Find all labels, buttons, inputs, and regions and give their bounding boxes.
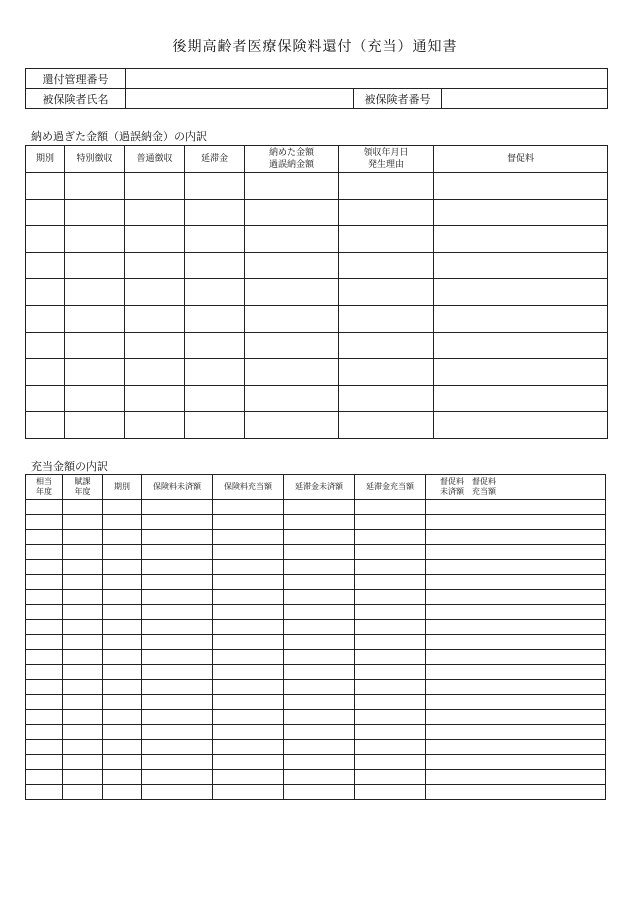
allocation-cell[interactable] — [213, 545, 284, 560]
allocation-cell[interactable] — [142, 740, 213, 755]
allocation-cell[interactable] — [103, 545, 142, 560]
insured-number-label: 被保険者番号 — [354, 89, 442, 109]
insured-name-field[interactable] — [126, 89, 354, 109]
allocation-section-label: 充当金額の内訳 — [31, 460, 108, 473]
allocation-cell[interactable] — [26, 500, 63, 515]
overpayment-cell[interactable] — [26, 279, 65, 306]
allocation-row — [26, 770, 606, 785]
allocation-cell[interactable] — [26, 770, 63, 785]
allocation-column-header: 延滞金充当額 — [355, 475, 426, 500]
allocation-cell[interactable] — [103, 770, 142, 785]
allocation-cell[interactable] — [284, 755, 355, 770]
allocation-cell[interactable] — [213, 620, 284, 635]
allocation-cell[interactable] — [103, 515, 142, 530]
overpayment-cell[interactable] — [339, 332, 434, 359]
allocation-cell[interactable] — [63, 545, 103, 560]
allocation-cell[interactable] — [26, 725, 63, 740]
allocation-cell[interactable] — [284, 680, 355, 695]
allocation-cell[interactable] — [213, 500, 284, 515]
overpayment-cell[interactable] — [434, 199, 608, 226]
overpayment-cell[interactable] — [185, 252, 245, 279]
allocation-row — [26, 515, 606, 530]
allocation-cell[interactable] — [26, 680, 63, 695]
overpayment-cell[interactable] — [339, 173, 434, 200]
overpayment-cell[interactable] — [339, 412, 434, 439]
overpayment-row — [26, 199, 608, 226]
allocation-cell[interactable] — [284, 500, 355, 515]
document-title: 後期高齢者医療保険料還付（充当）通知書 — [172, 39, 458, 55]
allocation-cell[interactable] — [103, 500, 142, 515]
allocation-cell[interactable] — [355, 665, 426, 680]
overpayment-cell[interactable] — [26, 305, 65, 332]
allocation-cell[interactable] — [213, 680, 284, 695]
overpayment-cell[interactable] — [65, 199, 125, 226]
allocation-cell[interactable] — [284, 515, 355, 530]
allocation-cell[interactable] — [213, 665, 284, 680]
overpayment-cell[interactable] — [185, 359, 245, 386]
allocation-cell[interactable] — [103, 710, 142, 725]
management-number-label: 還付管理番号 — [26, 69, 126, 89]
overpayment-cell[interactable] — [339, 359, 434, 386]
allocation-cell[interactable] — [26, 695, 63, 710]
allocation-cell[interactable] — [426, 620, 606, 635]
allocation-cell[interactable] — [142, 500, 213, 515]
allocation-cell[interactable] — [284, 620, 355, 635]
overpayment-cell[interactable] — [65, 279, 125, 306]
overpayment-column-header: 延滞金 — [185, 146, 245, 173]
allocation-cell[interactable] — [63, 635, 103, 650]
allocation-cell[interactable] — [284, 740, 355, 755]
allocation-cell[interactable] — [103, 695, 142, 710]
allocation-cell[interactable] — [103, 605, 142, 620]
allocation-cell[interactable] — [63, 740, 103, 755]
allocation-cell[interactable] — [355, 560, 426, 575]
allocation-cell[interactable] — [63, 605, 103, 620]
overpayment-cell[interactable] — [26, 199, 65, 226]
overpayment-cell[interactable] — [339, 385, 434, 412]
overpayment-cell[interactable] — [65, 252, 125, 279]
overpayment-cell[interactable] — [26, 359, 65, 386]
overpayment-cell[interactable] — [434, 385, 608, 412]
allocation-cell[interactable] — [103, 650, 142, 665]
allocation-cell[interactable] — [355, 590, 426, 605]
allocation-cell[interactable] — [426, 770, 606, 785]
overpayment-row — [26, 412, 608, 439]
overpayment-cell[interactable] — [26, 252, 65, 279]
allocation-cell[interactable] — [26, 545, 63, 560]
overpayment-cell[interactable] — [65, 173, 125, 200]
allocation-cell[interactable] — [426, 680, 606, 695]
allocation-cell[interactable] — [142, 680, 213, 695]
allocation-cell[interactable] — [284, 770, 355, 785]
allocation-row — [26, 605, 606, 620]
allocation-cell[interactable] — [355, 680, 426, 695]
allocation-cell[interactable] — [142, 755, 213, 770]
overpayment-cell[interactable] — [65, 385, 125, 412]
overpayment-cell[interactable] — [339, 279, 434, 306]
allocation-cell[interactable] — [213, 695, 284, 710]
overpayment-cell[interactable] — [245, 359, 339, 386]
allocation-cell[interactable] — [213, 650, 284, 665]
allocation-cell[interactable] — [103, 755, 142, 770]
allocation-cell[interactable] — [426, 650, 606, 665]
allocation-cell[interactable] — [26, 665, 63, 680]
overpayment-cell[interactable] — [434, 252, 608, 279]
overpayment-row — [26, 279, 608, 306]
allocation-row — [26, 590, 606, 605]
overpayment-cell[interactable] — [185, 412, 245, 439]
overpayment-cell[interactable] — [434, 332, 608, 359]
overpayment-cell[interactable] — [339, 226, 434, 253]
allocation-cell[interactable] — [63, 530, 103, 545]
overpayment-row — [26, 332, 608, 359]
allocation-cell[interactable] — [26, 635, 63, 650]
allocation-cell[interactable] — [426, 665, 606, 680]
overpayment-cell[interactable] — [245, 226, 339, 253]
allocation-cell[interactable] — [355, 710, 426, 725]
overpayment-cell[interactable] — [125, 332, 185, 359]
allocation-cell[interactable] — [213, 710, 284, 725]
allocation-cell[interactable] — [355, 650, 426, 665]
allocation-cell[interactable] — [284, 530, 355, 545]
insured-number-field[interactable] — [442, 89, 608, 109]
allocation-cell[interactable] — [426, 755, 606, 770]
allocation-row — [26, 545, 606, 560]
allocation-cell[interactable] — [142, 590, 213, 605]
allocation-cell[interactable] — [213, 740, 284, 755]
allocation-row — [26, 740, 606, 755]
overpayment-cell[interactable] — [125, 412, 185, 439]
allocation-cell[interactable] — [284, 590, 355, 605]
allocation-cell[interactable] — [63, 575, 103, 590]
allocation-cell[interactable] — [142, 530, 213, 545]
allocation-cell[interactable] — [284, 605, 355, 620]
overpayment-cell[interactable] — [125, 173, 185, 200]
allocation-cell[interactable] — [426, 560, 606, 575]
allocation-cell[interactable] — [355, 755, 426, 770]
allocation-cell[interactable] — [26, 620, 63, 635]
overpayment-cell[interactable] — [125, 199, 185, 226]
overpayment-header-row — [26, 146, 608, 173]
allocation-row — [26, 785, 606, 800]
allocation-cell[interactable] — [426, 635, 606, 650]
allocation-cell[interactable] — [103, 785, 142, 800]
overpayment-cell[interactable] — [185, 332, 245, 359]
allocation-cell[interactable] — [26, 740, 63, 755]
overpayment-column-header: 督促料 — [434, 146, 608, 173]
overpayment-cell[interactable] — [26, 332, 65, 359]
overpayment-column-header: 領収年月日 発生理由 — [339, 146, 434, 173]
allocation-cell[interactable] — [426, 785, 606, 800]
allocation-cell[interactable] — [284, 545, 355, 560]
allocation-cell[interactable] — [426, 500, 606, 515]
overpayment-table — [25, 145, 608, 439]
allocation-cell[interactable] — [213, 725, 284, 740]
allocation-table — [25, 474, 606, 800]
allocation-cell[interactable] — [284, 710, 355, 725]
allocation-cell[interactable] — [142, 605, 213, 620]
allocation-cell[interactable] — [142, 635, 213, 650]
allocation-cell[interactable] — [63, 590, 103, 605]
overpayment-cell[interactable] — [26, 412, 65, 439]
allocation-cell[interactable] — [103, 635, 142, 650]
allocation-cell[interactable] — [26, 530, 63, 545]
overpayment-row — [26, 385, 608, 412]
overpayment-cell[interactable] — [339, 199, 434, 226]
overpayment-section-label: 納め過ぎた金額（過誤納金）の内訳 — [31, 130, 207, 143]
allocation-cell[interactable] — [426, 590, 606, 605]
allocation-cell[interactable] — [142, 770, 213, 785]
allocation-row — [26, 530, 606, 545]
overpayment-cell[interactable] — [65, 305, 125, 332]
allocation-row — [26, 710, 606, 725]
allocation-cell[interactable] — [355, 695, 426, 710]
allocation-cell[interactable] — [103, 680, 142, 695]
allocation-cell[interactable] — [63, 710, 103, 725]
allocation-column-header: 期別 — [103, 475, 142, 500]
allocation-cell[interactable] — [355, 530, 426, 545]
overpayment-cell[interactable] — [339, 305, 434, 332]
allocation-cell[interactable] — [284, 635, 355, 650]
overpayment-cell[interactable] — [185, 226, 245, 253]
overpayment-cell[interactable] — [245, 252, 339, 279]
allocation-cell[interactable] — [142, 725, 213, 740]
overpayment-cell[interactable] — [65, 412, 125, 439]
allocation-column-header: 賦課 年度 — [63, 475, 103, 500]
overpayment-cell[interactable] — [245, 199, 339, 226]
allocation-row — [26, 500, 606, 515]
allocation-cell[interactable] — [26, 650, 63, 665]
allocation-cell[interactable] — [426, 740, 606, 755]
allocation-cell[interactable] — [63, 620, 103, 635]
allocation-cell[interactable] — [426, 545, 606, 560]
allocation-cell[interactable] — [213, 515, 284, 530]
overpayment-cell[interactable] — [26, 385, 65, 412]
allocation-cell[interactable] — [26, 590, 63, 605]
allocation-cell[interactable] — [213, 605, 284, 620]
allocation-cell[interactable] — [142, 515, 213, 530]
allocation-cell[interactable] — [284, 650, 355, 665]
overpayment-cell[interactable] — [185, 279, 245, 306]
allocation-cell[interactable] — [355, 785, 426, 800]
allocation-cell[interactable] — [63, 650, 103, 665]
allocation-cell[interactable] — [213, 530, 284, 545]
allocation-cell[interactable] — [213, 560, 284, 575]
overpayment-row — [26, 226, 608, 253]
allocation-cell[interactable] — [142, 785, 213, 800]
overpayment-cell[interactable] — [434, 359, 608, 386]
allocation-cell[interactable] — [103, 665, 142, 680]
allocation-cell[interactable] — [426, 695, 606, 710]
allocation-cell[interactable] — [63, 785, 103, 800]
allocation-cell[interactable] — [355, 500, 426, 515]
overpayment-cell[interactable] — [125, 359, 185, 386]
overpayment-cell[interactable] — [434, 173, 608, 200]
overpayment-column-header: 普通徴収 — [125, 146, 185, 173]
allocation-cell[interactable] — [26, 755, 63, 770]
overpayment-cell[interactable] — [65, 226, 125, 253]
allocation-row — [26, 680, 606, 695]
overpayment-column-header: 期別 — [26, 146, 65, 173]
allocation-cell[interactable] — [284, 785, 355, 800]
allocation-cell[interactable] — [426, 710, 606, 725]
overpayment-cell[interactable] — [245, 173, 339, 200]
allocation-row — [26, 575, 606, 590]
allocation-cell[interactable] — [63, 695, 103, 710]
allocation-header-row — [26, 475, 606, 500]
overpayment-cell[interactable] — [434, 412, 608, 439]
allocation-cell[interactable] — [142, 665, 213, 680]
allocation-cell[interactable] — [63, 725, 103, 740]
overpayment-cell[interactable] — [125, 279, 185, 306]
allocation-cell[interactable] — [142, 620, 213, 635]
allocation-cell[interactable] — [26, 515, 63, 530]
allocation-cell[interactable] — [426, 530, 606, 545]
allocation-cell[interactable] — [142, 560, 213, 575]
overpayment-cell[interactable] — [125, 226, 185, 253]
allocation-cell[interactable] — [26, 605, 63, 620]
overpayment-cell[interactable] — [185, 385, 245, 412]
overpayment-cell[interactable] — [26, 226, 65, 253]
overpayment-cell[interactable] — [125, 305, 185, 332]
overpayment-cell[interactable] — [245, 279, 339, 306]
allocation-column-header: 相当 年度 — [26, 475, 63, 500]
allocation-cell[interactable] — [103, 590, 142, 605]
allocation-cell[interactable] — [103, 725, 142, 740]
allocation-row — [26, 620, 606, 635]
insured-row — [26, 89, 608, 109]
allocation-cell[interactable] — [63, 680, 103, 695]
overpayment-cell[interactable] — [185, 305, 245, 332]
allocation-cell[interactable] — [355, 515, 426, 530]
allocation-cell[interactable] — [355, 740, 426, 755]
allocation-cell[interactable] — [213, 770, 284, 785]
allocation-cell[interactable] — [142, 650, 213, 665]
allocation-cell[interactable] — [63, 560, 103, 575]
overpayment-row — [26, 252, 608, 279]
allocation-cell[interactable] — [63, 515, 103, 530]
allocation-cell[interactable] — [26, 710, 63, 725]
allocation-cell[interactable] — [355, 605, 426, 620]
overpayment-cell[interactable] — [245, 412, 339, 439]
allocation-cell[interactable] — [142, 710, 213, 725]
allocation-cell[interactable] — [213, 785, 284, 800]
allocation-cell[interactable] — [103, 620, 142, 635]
overpayment-cell[interactable] — [185, 199, 245, 226]
overpayment-column-header: 納めた金額 過誤納金額 — [245, 146, 339, 173]
allocation-cell[interactable] — [63, 665, 103, 680]
allocation-cell[interactable] — [26, 560, 63, 575]
overpayment-row — [26, 359, 608, 386]
overpayment-row — [26, 305, 608, 332]
overpayment-cell[interactable] — [125, 252, 185, 279]
allocation-cell[interactable] — [355, 545, 426, 560]
allocation-row — [26, 725, 606, 740]
allocation-cell[interactable] — [213, 755, 284, 770]
allocation-cell[interactable] — [142, 575, 213, 590]
allocation-cell[interactable] — [26, 785, 63, 800]
allocation-cell[interactable] — [426, 575, 606, 590]
overpayment-cell[interactable] — [185, 173, 245, 200]
allocation-row — [26, 695, 606, 710]
allocation-cell[interactable] — [103, 530, 142, 545]
management-number-field[interactable] — [126, 69, 608, 89]
allocation-cell[interactable] — [63, 770, 103, 785]
allocation-row — [26, 650, 606, 665]
allocation-cell[interactable] — [26, 575, 63, 590]
overpayment-cell[interactable] — [26, 173, 65, 200]
allocation-column-header: 延滞金未済額 — [284, 475, 355, 500]
allocation-cell[interactable] — [213, 635, 284, 650]
overpayment-cell[interactable] — [65, 332, 125, 359]
overpayment-cell[interactable] — [245, 305, 339, 332]
allocation-cell[interactable] — [355, 770, 426, 785]
allocation-cell[interactable] — [103, 575, 142, 590]
allocation-row — [26, 635, 606, 650]
allocation-cell[interactable] — [284, 560, 355, 575]
allocation-column-header: 督促料 督促料 未済額 充当額 — [426, 475, 606, 500]
allocation-cell[interactable] — [142, 545, 213, 560]
overpayment-cell[interactable] — [434, 305, 608, 332]
allocation-cell[interactable] — [284, 665, 355, 680]
overpayment-cell[interactable] — [65, 359, 125, 386]
allocation-cell[interactable] — [142, 695, 213, 710]
overpayment-cell[interactable] — [125, 385, 185, 412]
allocation-column-header: 保険料未済額 — [142, 475, 213, 500]
allocation-cell[interactable] — [63, 500, 103, 515]
allocation-cell[interactable] — [426, 605, 606, 620]
allocation-cell[interactable] — [213, 575, 284, 590]
allocation-cell[interactable] — [103, 740, 142, 755]
allocation-row — [26, 755, 606, 770]
allocation-cell[interactable] — [426, 725, 606, 740]
overpayment-cell[interactable] — [339, 252, 434, 279]
allocation-cell[interactable] — [355, 725, 426, 740]
allocation-cell[interactable] — [355, 575, 426, 590]
allocation-cell[interactable] — [63, 755, 103, 770]
allocation-cell[interactable] — [213, 590, 284, 605]
allocation-cell[interactable] — [284, 695, 355, 710]
allocation-row — [26, 560, 606, 575]
allocation-row — [26, 665, 606, 680]
overpayment-cell[interactable] — [245, 385, 339, 412]
overpayment-cell[interactable] — [434, 279, 608, 306]
overpayment-cell[interactable] — [434, 226, 608, 253]
allocation-cell[interactable] — [355, 620, 426, 635]
insured-name-label: 被保険者氏名 — [26, 89, 126, 109]
allocation-cell[interactable] — [284, 725, 355, 740]
overpayment-cell[interactable] — [245, 332, 339, 359]
overpayment-row — [26, 173, 608, 200]
allocation-cell[interactable] — [284, 575, 355, 590]
allocation-cell[interactable] — [103, 560, 142, 575]
allocation-column-header: 保険料充当額 — [213, 475, 284, 500]
allocation-cell[interactable] — [355, 635, 426, 650]
overpayment-column-header: 特別徴収 — [65, 146, 125, 173]
management-number-row — [26, 69, 608, 89]
header-info-table — [25, 68, 608, 109]
allocation-cell[interactable] — [426, 515, 606, 530]
